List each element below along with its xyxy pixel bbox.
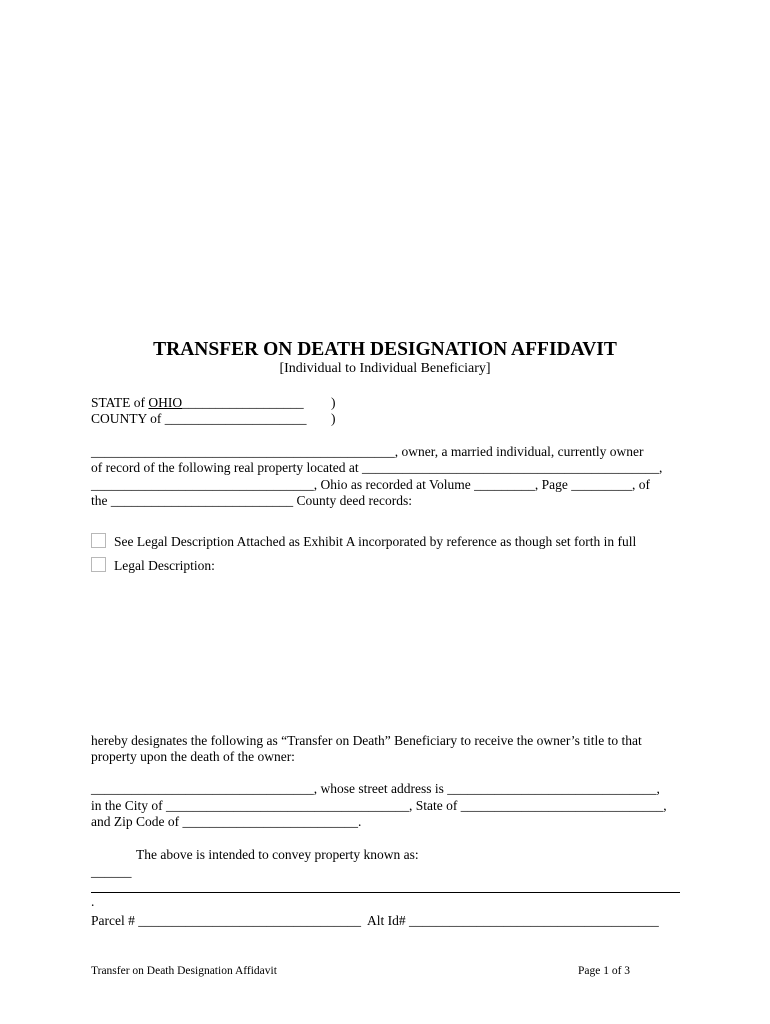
owner-line-1: _____________________________________________, owner, a married individual, currently owner (91, 444, 644, 459)
document-title: TRANSFER ON DEATH DESIGNATION AFFIDAVIT (153, 339, 617, 360)
conveyance-full-rule (91, 892, 680, 893)
owner-line-4: the ___________________________ County deed records: (91, 493, 412, 508)
beneficiary-line-1: _________________________________, whose street address is _______________________________, (91, 781, 660, 796)
county-paren: ) (331, 411, 336, 426)
designation-line-1: hereby designates the following as “Transfer on Death” Beneficiary to receive the owner’s title to that (91, 733, 642, 748)
conveyance-short-blank: ______ (91, 864, 132, 879)
legal-description-label: Legal Description: (114, 558, 215, 573)
conveyance-period: . (91, 894, 95, 909)
legal-description-checkbox[interactable] (91, 557, 106, 572)
state-blank: __________________ (182, 395, 304, 410)
document-subtitle: [Individual to Individual Beneficiary] (279, 361, 491, 376)
owner-line-3: _________________________________, Ohio as recorded at Volume _________, Page _________, of (91, 477, 650, 492)
state-value: OHIO (148, 395, 183, 410)
county-line: COUNTY of _____________________ (91, 411, 307, 426)
parcel-alt-id-line: Parcel # _________________________________ Alt Id# _____________________________________ (91, 913, 659, 928)
beneficiary-line-2: in the City of ____________________________________, State of ______________________________, (91, 798, 667, 813)
state-paren: ) (331, 395, 336, 410)
state-line (91, 395, 304, 411)
footer-page-number: Page 1 of 3 (578, 965, 631, 977)
exhibit-a-label: See Legal Description Attached as Exhibit A incorporated by reference as though set forth in full (114, 534, 637, 549)
designation-line-2: property upon the death of the owner: (91, 749, 295, 764)
beneficiary-line-3: and Zip Code of __________________________. (91, 814, 362, 829)
owner-line-2: of record of the following real property located at ____________________________________________, (91, 460, 663, 475)
footer-document-name: Transfer on Death Designation Affidavit (91, 965, 277, 977)
exhibit-a-checkbox[interactable] (91, 533, 106, 548)
conveyance-intro: The above is intended to convey property known as: (136, 847, 419, 862)
state-prefix: STATE of (91, 395, 149, 410)
